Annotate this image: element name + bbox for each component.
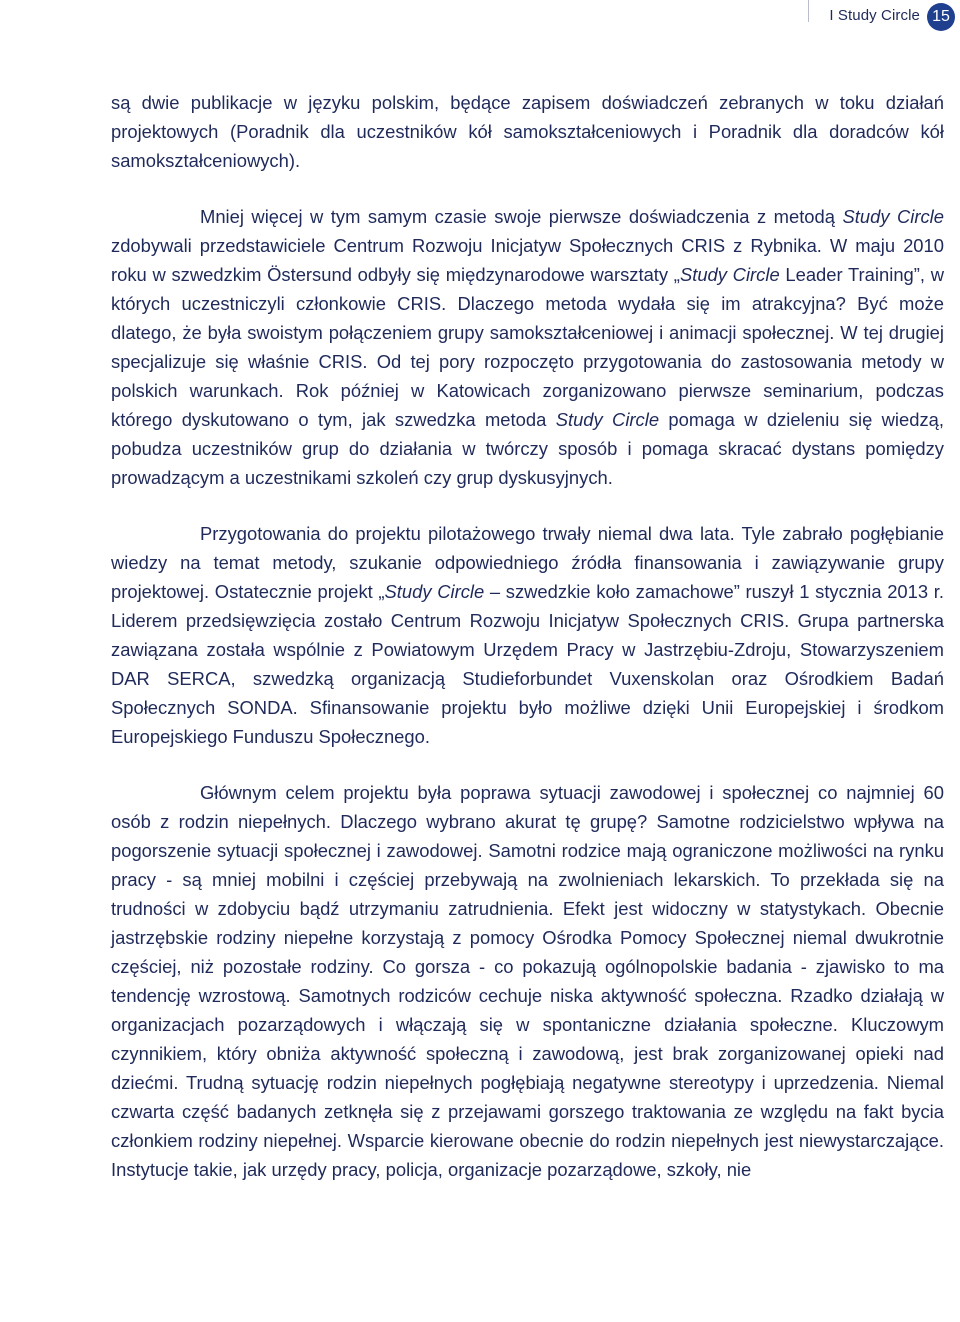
paragraph-2 — [111, 202, 944, 492]
italic-term: Study Circle — [842, 206, 945, 227]
page-body — [111, 88, 944, 1211]
paragraph-text: zdobywali przedstawiciele Centrum Rozwoju Inicjatyw Społecznych CRIS z Rybnika. W maju 2010 roku w szwedzkim Östersund odbyły się międzynarodowe warsztaty „ — [111, 235, 944, 285]
paragraph-text: są dwie publikacje w języku polskim, będące zapisem doświadczeń zebranych w toku działań projektowych (Poradnik dla uczestników kół samokształceniowych i Poradnik dla doradców kół samokształceniowych). — [111, 92, 944, 171]
paragraph-text: Przygotowania do projektu pilotażowego trwały niemal dwa lata. Tyle zabrało pogłębianie wiedzy na temat metody, szukanie odpowiedniego źródła finansowania i zawiązywanie grupy projektowej. Ostatecznie projekt „ — [111, 523, 944, 602]
italic-term: Study Circle — [679, 264, 780, 285]
paragraph-4 — [111, 778, 944, 1184]
paragraph-text: Leader Training”, w których uczestniczyli członkowie CRIS. Dlaczego metoda wydała się im atrakcyjna? Być może dlatego, że była swoistym połączeniem grupy samokształceniowej i animacji społecznej. W tej drugiej specjalizuje się właśnie CRIS. Od tej pory rozpoczęto przygotowania do zastosowania metody w polskich warunkach. Rok później w Katowicach zorganizowano pierwsze seminarium, podczas którego dyskutowano o tym, jak szwedzka metoda — [111, 264, 944, 430]
page-number-badge: 15 — [927, 3, 955, 31]
italic-term: Study Circle — [555, 409, 660, 430]
paragraph-text: pomaga w dzieleniu się wiedzą, pobudza uczestników grup do działania w twórczy sposób i pomaga skracać dystans pomiędzy prowadzącym a uczestnikami szkoleń czy grup dyskusyjnych. — [111, 409, 944, 488]
running-title: I Study Circle — [829, 7, 920, 24]
paragraph-1 — [111, 88, 944, 175]
paragraph-text: Mniej więcej w tym samym czasie swoje pierwsze doświadczenia z metodą — [200, 206, 843, 227]
paragraph-text: – szwedzkie koło zamachowe” ruszył 1 stycznia 2013 r. Liderem przedsięwzięcia zostało Centrum Rozwoju Inicjatyw Społecznych CRIS. Grupa partnerska zawiązana została wspólnie z Powiatowym Urzędem Pracy w Jastrzębiu-Zdroju, Stowarzyszeniem DAR SERCA, szwedzką organizacją Studieforbundet Vuxenskolan oraz Ośrodkiem Badań Społecznych SONDA. Sfinansowanie projektu było możliwe dzięki Unii Europejskiej i środkom Europejskiego Funduszu Społecznego. — [111, 581, 944, 747]
page-header — [0, 0, 960, 34]
header-divider — [808, 0, 809, 22]
paragraph-text: Głównym celem projektu była poprawa sytuacji zawodowej i społecznej co najmniej 60 osób z rodzin niepełnych. Dlaczego wybrano akurat tę grupę? Samotne rodzicielstwo wpływa na pogorszenie sytuacji społecznej i zawodowej. Samotni rodzice mają ograniczone możliwości na rynku pracy - są mniej mobilni i częściej przebywają na zwolnieniach lekarskich. To przekłada się na trudności w zdobyciu bądź utrzymaniu zatrudnienia. Efekt jest widoczny w statystykach. Obecnie jastrzębskie rodziny niepełne korzystają z pomocy Ośrodka Pomocy Społecznej niemal dwukrotnie częściej, niż pozostałe rodziny. Co gorsza - co pokazują ogólnopolskie badania - zjawisko to ma tendencję wzrostową. Samotnych rodziców cechuje niska aktywność społeczna. Rzadko działają w organizacjach pozarządowych i włączają się w spontaniczne działania społeczne. Kluczowym czynnikiem, który obniża aktywność społeczną i zawodową, jest brak zorganizowanej opieki nad dziećmi. Trudną sytuację rodzin niepełnych pogłębiają negatywne stereotypy i uprzedzenia. Niemal czwarta część badanych zetknęła się z przejawami gorszego traktowania ze względu na fakt bycia członkiem rodziny niepełnej. Wsparcie kierowane obecnie do rodzin niepełnych jest niewystarczające. Instytucje takie, jak urzędy pracy, policja, organizacje pozarządowe, szkoły, nie — [111, 782, 944, 1180]
paragraph-3 — [111, 519, 944, 751]
italic-term: Study Circle — [384, 581, 485, 602]
